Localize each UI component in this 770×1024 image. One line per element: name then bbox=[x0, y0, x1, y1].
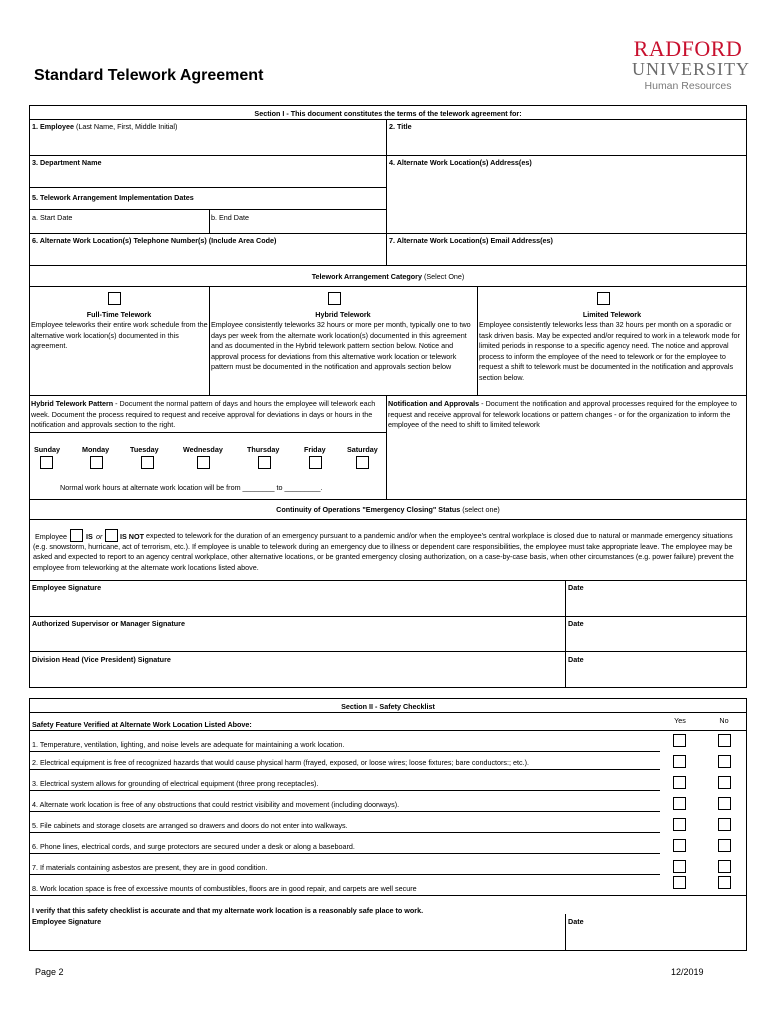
hybrid-description: Employee consistently teleworks 32 hours or more per month, typically one to two days per week from the alternate work location(s) documented in this agreement and as documented in the Hybrid telework pattern section below. Notice and approval process for deviations from this alternative work location or telework pattern must be documented in the notification and approvals section below bbox=[211, 320, 471, 372]
supervisor-signature-field[interactable] bbox=[30, 629, 565, 651]
wednesday-checkbox[interactable] bbox=[197, 456, 210, 469]
continuity-or: or bbox=[96, 532, 103, 541]
item3-yes-checkbox[interactable] bbox=[673, 776, 686, 789]
division-signature-field[interactable] bbox=[30, 665, 565, 687]
safety-item-5: 5. File cabinets and storage closets are arranged so drawers and doors do not enter into walkways. bbox=[32, 821, 348, 830]
safety-item-6: 6. Phone lines, electrical cords, and surge protectors are secured under a desk or along a baseboard. bbox=[32, 842, 355, 851]
hybrid-pattern-bold: Hybrid Telework Pattern bbox=[31, 399, 114, 408]
divider bbox=[29, 751, 660, 752]
safety-item-4: 4. Alternate work location is free of any obstructions that could restrict visibility and movement (including doorways). bbox=[32, 800, 400, 809]
field-email-label: 7. Alternate Work Location(s) Email Address(es) bbox=[389, 236, 553, 245]
end-date-label: b. End Date bbox=[211, 213, 249, 222]
no-header: No bbox=[719, 716, 729, 725]
yes-header: Yes bbox=[674, 716, 686, 725]
divider bbox=[477, 286, 478, 395]
item2-yes-checkbox[interactable] bbox=[673, 755, 686, 768]
continuity-heading-bold: Continuity of Operations "Emergency Closing" Status bbox=[276, 505, 461, 514]
category-heading-rest: (Select One) bbox=[421, 272, 465, 281]
full-time-title: Full-Time Telework bbox=[86, 310, 152, 319]
section2-signature-field[interactable] bbox=[30, 928, 565, 950]
item1-yes-checkbox[interactable] bbox=[673, 734, 686, 747]
divider bbox=[29, 811, 660, 812]
day-tuesday: Tuesday bbox=[130, 445, 159, 454]
employee-label-rest: (Last Name, First, Middle Initial) bbox=[73, 122, 178, 131]
employee-date-field[interactable] bbox=[567, 593, 746, 615]
notification-rest: - Document the notification and approval processes required for the employee to request and receive approval for telework locations or pattern changes - or for the organization to inform the employee of the need to shift to limited telework bbox=[388, 399, 737, 430]
address-input[interactable] bbox=[387, 168, 746, 231]
item4-no-checkbox[interactable] bbox=[718, 797, 731, 810]
supervisor-date-field[interactable] bbox=[567, 629, 746, 651]
divider bbox=[29, 874, 660, 875]
day-wednesday: Wednesday bbox=[183, 445, 223, 454]
continuity-heading bbox=[29, 505, 747, 514]
start-date-input[interactable] bbox=[30, 222, 208, 232]
full-time-checkbox[interactable] bbox=[108, 292, 121, 305]
field-phone-label: 6. Alternate Work Location(s) Telephone Number(s) (Include Area Code) bbox=[32, 236, 277, 245]
divider bbox=[29, 209, 386, 210]
divider bbox=[29, 712, 747, 713]
divider bbox=[29, 519, 747, 520]
day-friday: Friday bbox=[304, 445, 326, 454]
hours-to-input[interactable] bbox=[318, 481, 356, 492]
divider bbox=[29, 119, 747, 120]
safety-item-7: 7. If materials containing asbestos are present, they are in good condition. bbox=[32, 863, 268, 872]
safety-item-3: 3. Electrical system allows for grounding of electrical equipment (three prong receptacles). bbox=[32, 779, 319, 788]
divider bbox=[386, 395, 387, 499]
category-heading bbox=[29, 272, 747, 281]
revision-date: 12/2019 bbox=[671, 967, 704, 977]
divider bbox=[209, 209, 210, 233]
hybrid-pattern-rest: - Document the normal pattern of days and hours the employee will telework each week. Document the process required to request and receive approval for deviations in days or hours in the notification and approvals section to the right. bbox=[31, 399, 376, 430]
department-input[interactable] bbox=[30, 168, 385, 186]
supervisor-date-label: Date bbox=[568, 619, 584, 628]
division-date-label: Date bbox=[568, 655, 584, 664]
divider bbox=[29, 616, 747, 617]
item8-no-checkbox[interactable] bbox=[718, 876, 731, 889]
logo-line-university: UNIVERSITY bbox=[632, 59, 750, 79]
continuity-employee-label: Employee bbox=[35, 532, 67, 541]
divider bbox=[29, 187, 386, 188]
divider bbox=[29, 499, 747, 500]
saturday-checkbox[interactable] bbox=[356, 456, 369, 469]
radford-logo bbox=[632, 36, 750, 94]
day-monday: Monday bbox=[82, 445, 110, 454]
full-time-description: Employee teleworks their entire work schedule from the alternative work location(s) documented in this agreement. bbox=[31, 320, 208, 351]
logo-line-radford: RADFORD bbox=[633, 36, 743, 61]
limited-checkbox[interactable] bbox=[597, 292, 610, 305]
employee-signature-field[interactable] bbox=[30, 593, 565, 615]
item4-yes-checkbox[interactable] bbox=[673, 797, 686, 810]
category-heading-bold: Telework Arrangement Category bbox=[311, 272, 422, 281]
day-thursday: Thursday bbox=[247, 445, 280, 454]
supervisor-signature-label: Authorized Supervisor or Manager Signature bbox=[32, 619, 185, 628]
divider bbox=[29, 895, 747, 896]
employee-date-label: Date bbox=[568, 583, 584, 592]
item5-yes-checkbox[interactable] bbox=[673, 818, 686, 831]
sunday-checkbox[interactable] bbox=[40, 456, 53, 469]
divider bbox=[29, 730, 747, 731]
logo-line-hr: Human Resources bbox=[644, 80, 732, 92]
divider bbox=[565, 651, 566, 688]
safety-item-2: 2. Electrical equipment is free of recognized hazards that would cause physical harm (frayed, exposed, or loose wires; loose fixtures; bare conductors:; etc.). bbox=[32, 758, 529, 767]
employee-label-bold: 1. Employee bbox=[32, 122, 74, 131]
divider bbox=[209, 286, 210, 395]
divider bbox=[29, 769, 660, 770]
divider bbox=[29, 790, 660, 791]
thursday-checkbox[interactable] bbox=[258, 456, 271, 469]
division-signature-label: Division Head (Vice President) Signature bbox=[32, 655, 171, 664]
divider bbox=[29, 265, 747, 266]
page-number: Page 2 bbox=[35, 967, 64, 977]
hybrid-checkbox[interactable] bbox=[328, 292, 341, 305]
item3-no-checkbox[interactable] bbox=[718, 776, 731, 789]
safety-item-8: 8. Work location space is free of excessive mounts of combustibles, floors are in good repair, and carpets are well secure bbox=[32, 884, 417, 893]
day-saturday: Saturday bbox=[347, 445, 378, 454]
divider bbox=[29, 853, 660, 854]
divider bbox=[29, 155, 747, 156]
divider bbox=[29, 395, 747, 396]
verify-statement: I verify that this safety checklist is accurate and that my alternate work location is a reasonably safe place to work. bbox=[32, 906, 424, 915]
divider bbox=[386, 119, 387, 265]
item6-yes-checkbox[interactable] bbox=[673, 839, 686, 852]
divider bbox=[29, 580, 747, 581]
friday-checkbox[interactable] bbox=[309, 456, 322, 469]
safety-item-1: 1. Temperature, ventilation, lighting, and noise levels are adequate for maintaining a work location. bbox=[32, 740, 345, 749]
section2-employee-signature-label: Employee Signature bbox=[32, 917, 102, 926]
field-department-label: 3. Department Name bbox=[32, 158, 102, 167]
employee-signature-label: Employee Signature bbox=[32, 583, 102, 592]
hybrid-title: Hybrid Telework bbox=[315, 310, 371, 319]
notification-bold: Notification and Approvals bbox=[388, 399, 480, 408]
item5-no-checkbox[interactable] bbox=[718, 818, 731, 831]
title-input[interactable] bbox=[387, 132, 746, 154]
continuity-is: IS bbox=[86, 532, 93, 541]
continuity-heading-rest: (select one) bbox=[460, 505, 500, 514]
monday-checkbox[interactable] bbox=[90, 456, 103, 469]
employee-name-input[interactable] bbox=[30, 132, 385, 154]
divider bbox=[29, 432, 386, 433]
divider bbox=[29, 832, 660, 833]
section2-heading: Section II - Safety Checklist bbox=[341, 702, 435, 711]
limited-description: Employee consistently teleworks less than 32 hours per month on a sporadic or task driven basis. May be expected and/or required to work in a telework mode for limited periods in response to a specific agency need. The notice and approval process to inform the employee of the need to telework or for the employee to request a shift to telework must be documented in the notification and approvals section below. bbox=[479, 320, 740, 382]
section2-date-field[interactable] bbox=[567, 928, 746, 950]
field-title-label: 2. Title bbox=[389, 122, 412, 131]
divider bbox=[29, 233, 747, 234]
field-address-label: 4. Alternate Work Location(s) Address(es) bbox=[389, 158, 532, 167]
work-hours-line: Normal work hours at alternate work location will be from ________ to _________. bbox=[60, 483, 323, 492]
item7-no-checkbox[interactable] bbox=[718, 860, 731, 873]
division-date-field[interactable] bbox=[567, 665, 746, 687]
item1-no-checkbox[interactable] bbox=[718, 734, 731, 747]
email-input[interactable] bbox=[387, 246, 746, 264]
notification-text bbox=[388, 399, 746, 431]
limited-title: Limited Telework bbox=[582, 310, 642, 319]
start-date-label: a. Start Date bbox=[32, 213, 73, 222]
divider bbox=[29, 286, 747, 287]
safety-feature-header: Safety Feature Verified at Alternate Work Location Listed Above: bbox=[32, 720, 252, 729]
item7-yes-checkbox[interactable] bbox=[673, 860, 686, 873]
hybrid-pattern-text bbox=[31, 399, 385, 431]
field-employee-label bbox=[32, 122, 177, 131]
section2-date-label: Date bbox=[568, 917, 584, 926]
day-sunday: Sunday bbox=[34, 445, 60, 454]
phone-input[interactable] bbox=[30, 246, 385, 264]
hours-from-input[interactable] bbox=[270, 481, 306, 492]
divider bbox=[565, 580, 566, 652]
page-title: Standard Telework Agreement bbox=[34, 67, 264, 84]
item2-no-checkbox[interactable] bbox=[718, 755, 731, 768]
continuity-is-not: IS NOT bbox=[120, 532, 144, 541]
item6-no-checkbox[interactable] bbox=[718, 839, 731, 852]
item8-yes-checkbox[interactable] bbox=[673, 876, 686, 889]
end-date-input[interactable] bbox=[210, 222, 385, 232]
tuesday-checkbox[interactable] bbox=[141, 456, 154, 469]
section1-heading: Section I - This document constitutes the terms of the telework agreement for: bbox=[254, 109, 522, 118]
continuity-body: expected to telework for the duration of an emergency pursuant to a pandemic and/or when the employee's central workplace is closed due to natural or manmade emergency situations (e.g. snowstorm, hurricane, act of terrorism, etc.). If employee is unable to telework during an emergency due to illness or dependent care responsibilities, the employee must take appropriate leave. The employee may be asked and expected to report to an agency central workplace, other alternative locations, or be granted emergency closing authorization, on a case-by-case basis, when other circumstances (e.g. power failure) prevent the employee from teleworking at the alternate work locations listed above. bbox=[33, 531, 734, 572]
divider bbox=[565, 914, 566, 951]
field-dates-label: 5. Telework Arrangement Implementation Dates bbox=[32, 193, 194, 202]
